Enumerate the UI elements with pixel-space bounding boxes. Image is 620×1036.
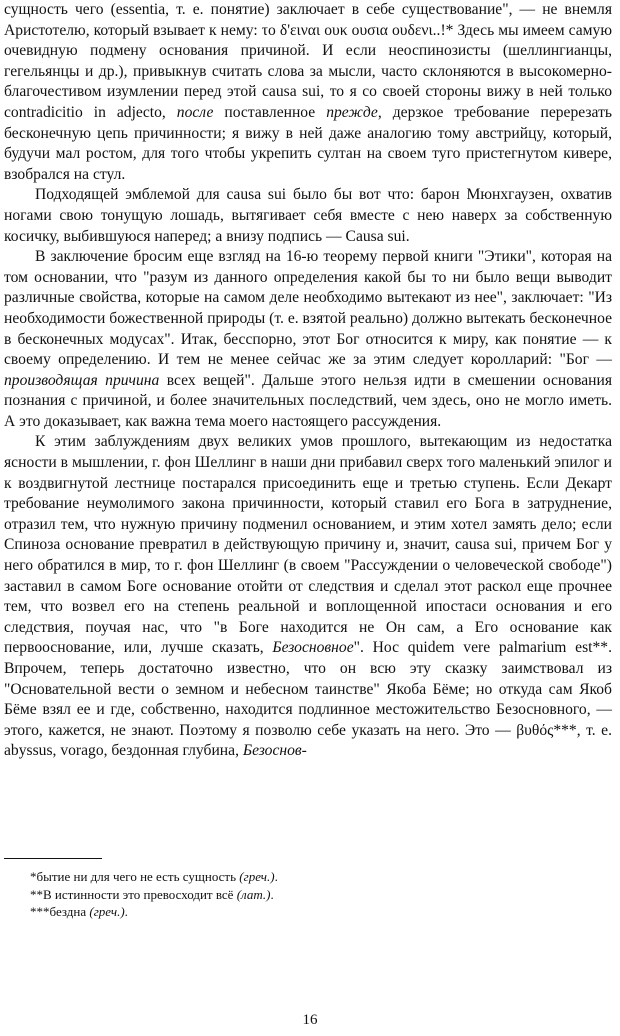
italic-text: Безосновное	[272, 639, 354, 657]
italic-text: прежде	[326, 103, 378, 121]
footnote-text: бездна	[49, 904, 90, 919]
italic-text: Безоснов-	[242, 742, 307, 760]
body-text	[4, 0, 612, 762]
footnote-language: (греч.)	[89, 904, 125, 919]
footnote-end: .	[270, 886, 274, 902]
footnote-mark: ***	[30, 904, 50, 919]
footnotes	[30, 868, 450, 921]
footnote	[30, 886, 450, 904]
italic-text: после	[176, 103, 214, 121]
footnote-end: .	[274, 869, 278, 884]
paragraph	[4, 432, 612, 762]
paragraph	[4, 0, 612, 185]
footnote	[30, 868, 450, 886]
text-run: Подходящей эмблемой для causa sui было бы вот что: барон Мюнхгаузен, охватив ногами свою тонущую лошадь, вытягивает себя вместе с нею наверх за собственную косичку, выбившуюся наперед; а внизу подпись — Causa sui.	[4, 186, 612, 245]
footnote-text: В истинности это превосходит всё	[43, 886, 237, 902]
paragraph	[4, 185, 612, 247]
text-run: ". Нос quidem vere palmarium est**. Впрочем, теперь достаточно известно, что он всю эту сказку заимствовал из "Основательной вести о земном и небесном таинстве" Якоба Бёме; но откуда сам Якоб Бёме взял ее и где, собственно, находится подлинное местожительство Безосновного, — этого, кажется, не знают. Поэтому я позволю себе указать на него. Это — βυθός***, т. е. abyssus, vorago, бездонная глубина,	[4, 639, 612, 760]
footnote-language: (греч.)	[239, 869, 275, 884]
footnote-rule	[4, 858, 102, 859]
footnote-end: .	[124, 904, 128, 919]
footnote-text: бытие ни для чего не есть сущность	[36, 869, 240, 884]
text-run: , дерзкое требование перерезать бесконечную цепь причинности; я вижу в ней даже аналогию тому австрийцу, который, будучи мал ростом, для того чтобы укрепить султан на своем туго пристегнутом кивере, взобрался на стул.	[4, 103, 612, 183]
footnote-mark: *	[30, 869, 37, 884]
footnote-mark: **	[30, 886, 43, 902]
text-run: В заключение бросим еще взгляд на 16-ю теорему первой книги "Этики", которая на том основании, что "разум из данного определения какой бы то ни было вещи выводит различные свойства, которые на самом деле необходимо вытекают из нее", заключает: "Из необходимости божественной природы (т. е. взятой реально) должно вытекать бесконечное в бесконечных модусах". Итак, бесспорно, этот Бог относится к миру, как понятие — к своему определению. И тем не менее сейчас же за этим следует королларий: "Бог —	[4, 248, 612, 369]
text-run: всех вещей". Дальше этого нельзя идти в смешении основания познания с причиной, и более значительных последствий, чем здесь, оно не могло иметь. А это доказывает, как важна тема моего настоящего рассуждения.	[4, 371, 613, 430]
text-run: поставленное	[213, 103, 327, 121]
text-run: К этим заблуждениям двух великих умов прошлого, вытекающим из недостатка ясности в мышлении, г. фон Шеллинг в наши дни прибавил сверх того маленький эпилог и к воздвигнутой лестнице постарался присоединить еще и третью ступень. Если Декарт требование неумолимого закона причинности, который ставил его Бога в затруднение, отразил тем, что нужную причину подменил основанием, и этим хотел замять дело; если Спиноза основание превратил в действующую причину и, значит, causa sui, причем Бог у него обратился в мир, то г. фон Шеллинг (в своем "Рассуждении о человеческой свободе") заставил в самом Боге основание отойти от следствия и сделал этот раскол еще прочнее тем, что возвел его на степень реальной и воплощенной ипостаси основания и его следствия, поучая нас, что "в Боге находится не Он сам, а Его основание как первооснование, или, лучше сказать,	[4, 433, 612, 657]
page-number: 16	[302, 1012, 318, 1028]
text-run: сущность чего (essentia, т. е. понятие) заключает в себе существование", — не внемля Аристотелю, который взывает к нему: το δ'ειναι ουκ ουσια ουδενι..!* Здесь мы имеем самую очевидную подмену основания причиной. И если неоспинозисты (шеллингианцы, гегельянцы и др.), привыкнув считать слова за мысли, часто склоняются в высокомерно-благочестивом изумлении перед этой causa sui, то я со своей стороны вижу в ней только contradicitio in adjecto,	[4, 1, 612, 121]
footnote-language: (лат.)	[236, 886, 271, 902]
paragraph	[4, 247, 612, 432]
italic-text: производящая причина	[4, 371, 160, 389]
footnote	[30, 903, 450, 921]
